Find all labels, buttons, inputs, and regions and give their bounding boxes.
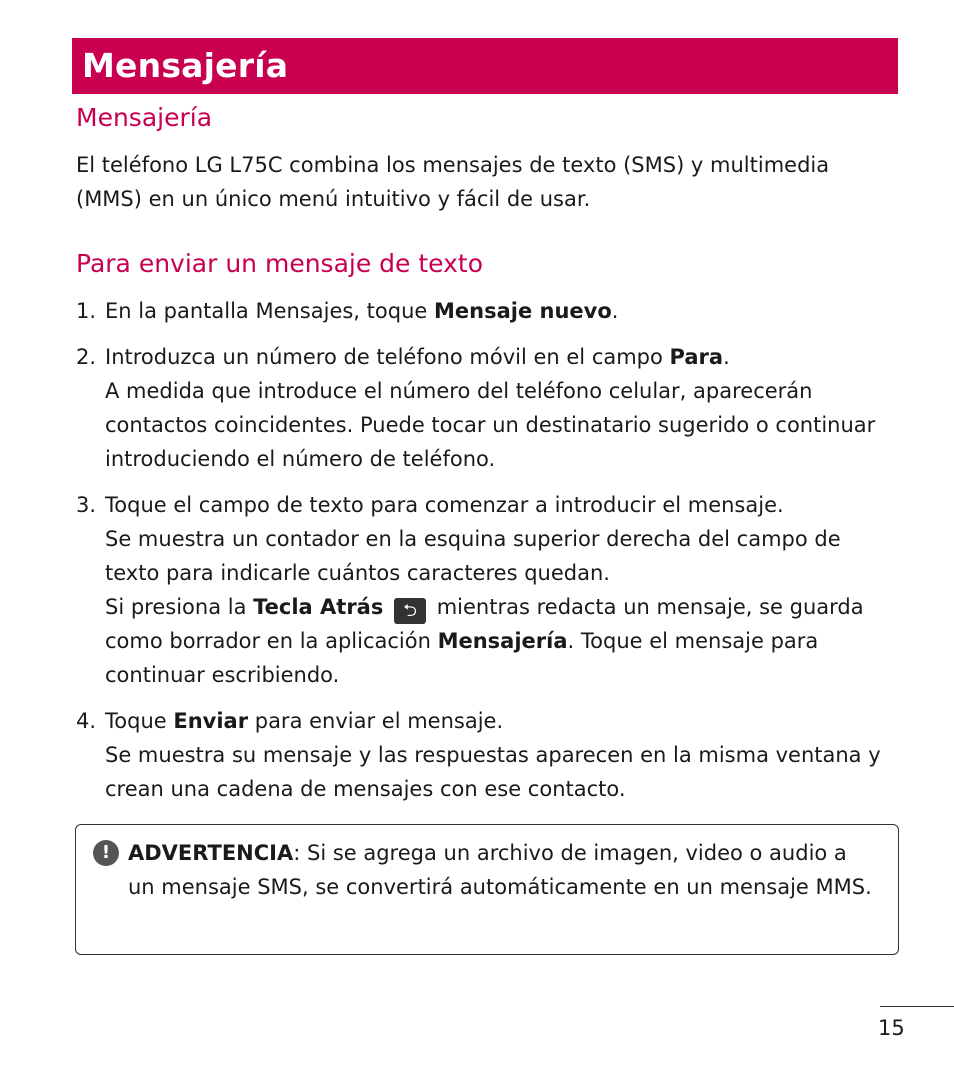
step-text: mientras redacta un mensaje, se guarda como borrador en la aplicación: [105, 595, 864, 653]
step-line: Se muestra un contador en la esquina superior derecha del campo de texto para indicarle cuántos caracteres quedan.: [105, 527, 841, 585]
step-extra: A medida que introduce el número del teléfono celular, aparecerán contactos coincidentes. Puede tocar un destinatario sugerido o continuar introduciendo el número de teléfono.: [105, 379, 876, 471]
step-body: [105, 340, 890, 476]
warning-box: [75, 824, 899, 955]
step-text: .: [723, 345, 730, 369]
subsection-heading: Para enviar un mensaje de texto: [76, 249, 483, 278]
step-number: 4.: [76, 709, 97, 733]
step-bold-term: Para: [669, 345, 724, 369]
step-text: En la pantalla Mensajes, toque: [105, 299, 434, 323]
warning-label: ADVERTENCIA: [128, 841, 294, 865]
step-number: 1.: [76, 299, 97, 323]
step-body: [105, 294, 890, 328]
step-text: para enviar el mensaje.: [248, 709, 504, 733]
section-heading: Mensajería: [76, 103, 213, 132]
exclamation-icon: !: [93, 840, 119, 866]
warning-body: : Si se agrega un archivo de imagen, video o audio a un mensaje SMS, se convertirá automáticamente en un mensaje MMS.: [128, 841, 872, 899]
step-text: Si presiona la: [105, 595, 254, 619]
page-content: [76, 100, 890, 818]
step-3: [76, 488, 890, 692]
step-4: [76, 704, 890, 806]
page-number-rule: [880, 1006, 954, 1007]
step-body: [105, 704, 890, 806]
step-bold-term: Enviar: [173, 709, 249, 733]
step-1: [76, 294, 890, 328]
step-line: [105, 340, 890, 374]
step-text: Toque: [105, 709, 174, 733]
page-number: 15: [878, 1016, 905, 1040]
chapter-title: Mensajería: [82, 46, 289, 85]
warning-text: [128, 836, 874, 904]
step-text: Introduzca un número de teléfono móvil en el campo: [105, 345, 670, 369]
step-body: [105, 488, 890, 692]
step-bold-term: Mensaje nuevo: [433, 299, 612, 323]
step-text: .: [611, 299, 619, 323]
chapter-banner: [72, 38, 898, 94]
step-number: 2.: [76, 345, 97, 369]
section-intro: El teléfono LG L75C combina los mensajes de texto (SMS) y multimedia (MMS) en un único menú intuitivo y fácil de usar.: [76, 153, 830, 211]
step-bold-term: Mensajería: [437, 629, 568, 653]
steps-list: [76, 294, 890, 806]
step-extra: Se muestra su mensaje y las respuestas aparecen en la misma ventana y crean una cadena de mensajes con ese contacto.: [105, 743, 881, 801]
step-line: [105, 590, 890, 692]
step-line: Toque el campo de texto para comenzar a introducir el mensaje.: [105, 493, 784, 517]
step-line: [105, 704, 890, 738]
step-bold-term: Tecla Atrás: [253, 595, 384, 619]
step-2: [76, 340, 890, 476]
step-number: 3.: [76, 493, 97, 517]
back-key-icon: ⮌: [394, 598, 426, 624]
step-text: . Toque el mensaje para continuar escribiendo.: [105, 629, 819, 687]
